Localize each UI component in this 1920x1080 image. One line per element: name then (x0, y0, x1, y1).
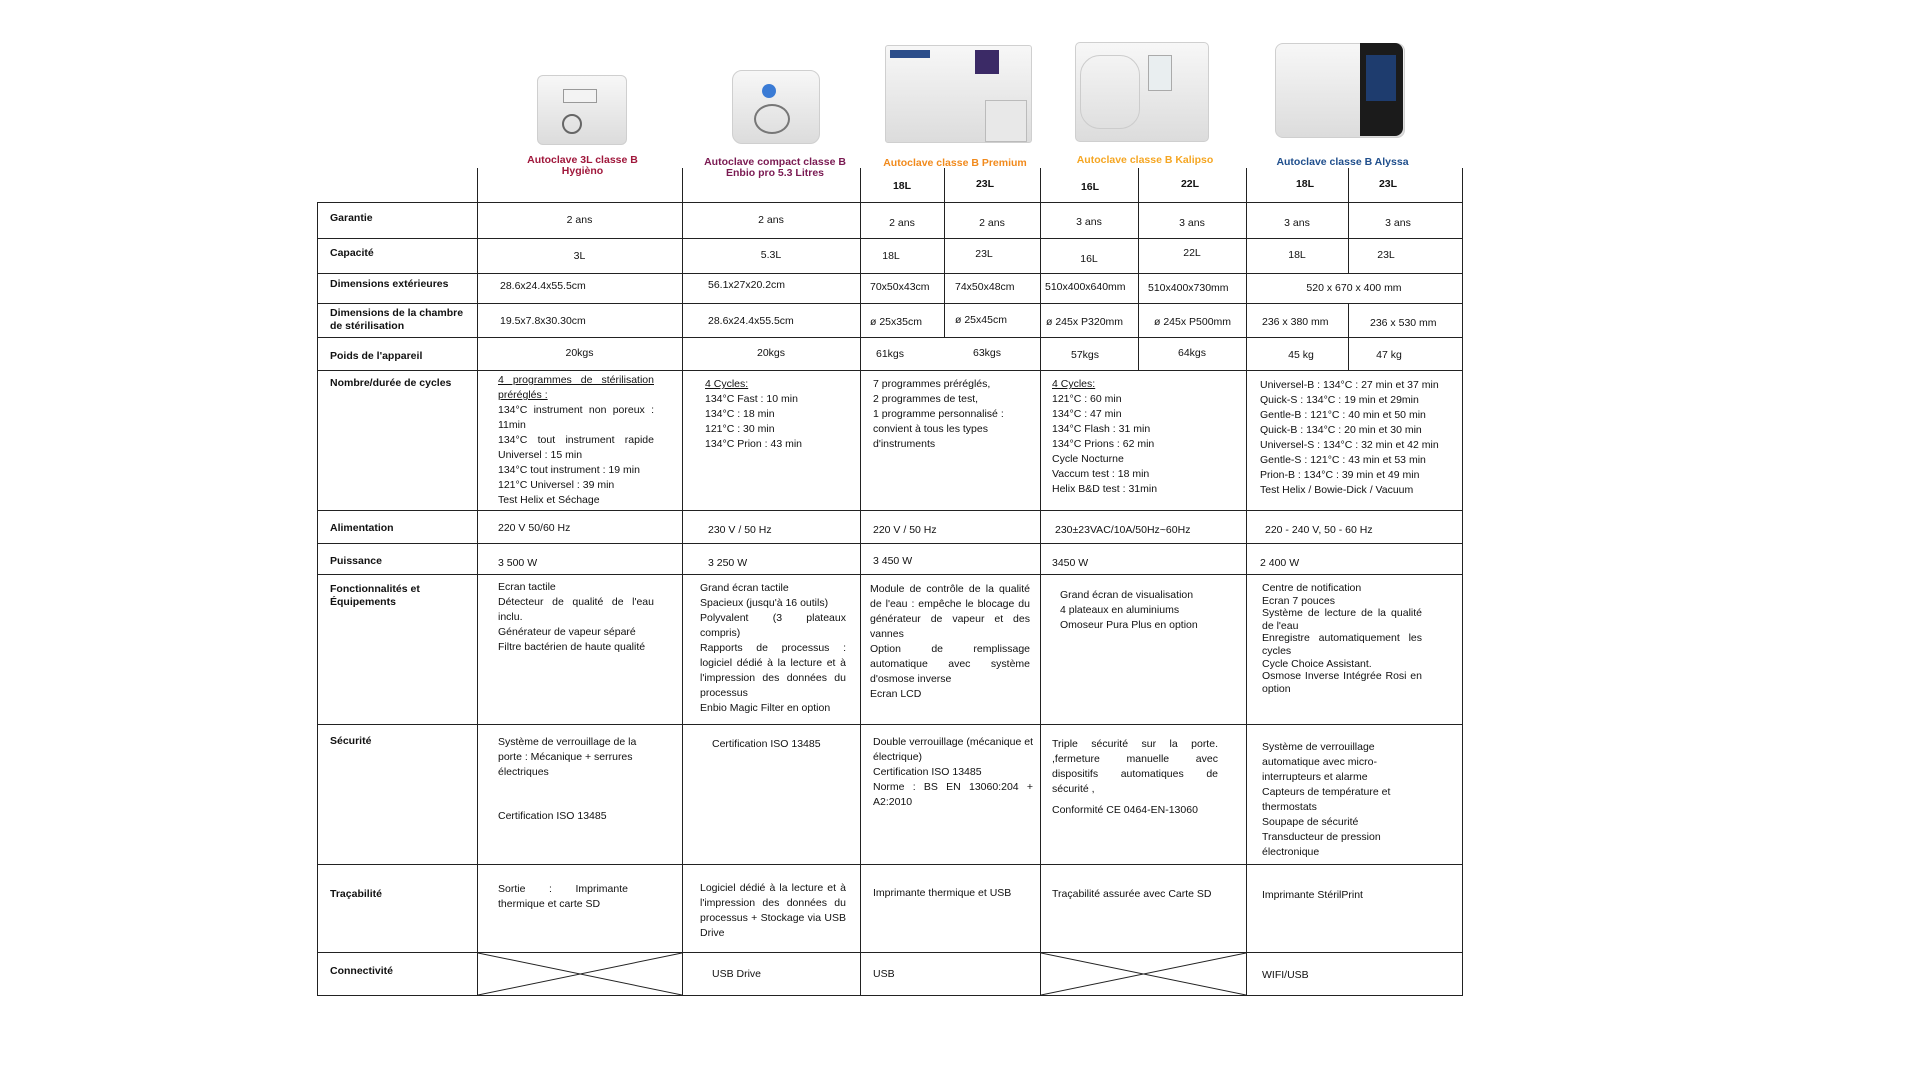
cycles-hygieno: 4 programmes de stérilisation préréglés : 134°C instrument non poreux : 11min 134°C tout instrument rapide Universel : 15 min 134°C tout instrument : 19 min 121°C Universel : 39 min Test Helix et Séchage (498, 374, 654, 506)
dim-chambre-value: 28.6x24.4x55.5cm (708, 315, 794, 327)
grid-line (317, 202, 318, 995)
garantie-value: 3 ans (1179, 217, 1205, 229)
garantie-value: 2 ans (758, 214, 784, 226)
tracabilite-kalipso: Traçabilité assurée avec Carte SD (1052, 888, 1212, 900)
cycles-enbio: 4 Cycles: 134°C Fast : 10 min 134°C : 18 min 121°C : 30 min 134°C Prion : 43 min (705, 378, 802, 450)
capacite-value: 22L (1183, 247, 1201, 259)
puissance-value: 2 400 W (1260, 557, 1300, 569)
grid-line (317, 864, 1463, 865)
securite-enbio: Certification ISO 13485 (712, 738, 821, 750)
grid-line (477, 168, 478, 995)
alim-value: 220 V 50/60 Hz (498, 522, 571, 534)
dim-ext-value: 56.1x27x20.2cm (708, 279, 786, 291)
tracabilite-premium: Imprimante thermique et USB (873, 887, 1012, 899)
size-header: 23L (1378, 178, 1398, 190)
grid-line (317, 724, 1463, 725)
dim-chambre-value: 236 x 530 mm (1370, 317, 1437, 329)
connectivite-hygieno-crossed (478, 953, 682, 995)
row-label-securite: Sécurité (330, 735, 372, 747)
poids-value: 57kgs (1070, 349, 1100, 361)
poids-value: 47 kg (1376, 349, 1402, 361)
fonctions-kalipso: Grand écran de visualisation 4 plateaux en aluminiums Omoseur Pura Plus en option (1060, 589, 1198, 631)
grid-line (317, 574, 1463, 575)
connectivite-value: WIFI/USB (1262, 969, 1309, 981)
dim-chambre-value: ø 245x P500mm (1154, 316, 1232, 328)
grid-line (317, 337, 1463, 338)
capacite-value: 3L (573, 250, 586, 262)
fonctions-hygieno: Ecran tactile Détecteur de qualité de l'eau inclu. Générateur de vapeur séparé Filtre bactérien de haute qualité (498, 581, 654, 653)
row-label-connectivite: Connectivité (330, 965, 394, 977)
cycles-alyssa: Universel-B : 134°C : 27 min et 37 min Quick-S : 134°C : 19 min et 29min Gentle-B : 121°C : 40 min et 50 min Quick-B : 134°C : 20 min et 30 min Universel-S : 134°C : 32 min et 42 min Gentle-S : 121°C : 43 min et 53 min Prion-B : 134°C : 39 min et 49 min Test Helix / Bowie-Dick / Vacuum (1260, 379, 1439, 496)
dim-ext-value: 28.6x24.4x55.5cm (500, 280, 586, 292)
grid-line (317, 370, 1463, 371)
poids-value: 63kgs (972, 347, 1002, 359)
garantie-value: 2 ans (979, 217, 1005, 229)
row-label-dim-ext: Dimensions extérieures (330, 278, 449, 290)
capacite-value: 23L (975, 248, 993, 260)
dim-ext-value: 510x400x640mm (1045, 281, 1126, 293)
grid-line (1138, 168, 1139, 370)
grid-line (860, 168, 861, 995)
connectivite-value: USB (873, 968, 895, 980)
puissance-value: 3 450 W (873, 555, 913, 567)
grid-line (1462, 168, 1463, 995)
alim-value: 230±23VAC/10A/50Hz~60Hz (1055, 524, 1191, 536)
securite-hygieno: Système de verrouillage de la porte : Mécanique + serrures électriques Certification ISO 13485 (498, 736, 637, 822)
grid-line (682, 168, 683, 995)
size-header: 23L (975, 178, 995, 190)
row-label-poids: Poids de l'appareil (330, 350, 423, 362)
grid-line (317, 510, 1463, 511)
row-label-capacite: Capacité (330, 247, 374, 259)
capacite-value: 23L (1377, 249, 1395, 261)
alim-value: 230 V / 50 Hz (708, 524, 772, 536)
fonctions-premium: Module de contrôle de la qualité de l'eau : empêche le blocage du générateur de vapeur et des vannes Option de remplissage automatique avec système d'osmose inverse Ecran LCD (870, 583, 1030, 700)
product-name-hygieno: Autoclave 3L classe B Hygièno (527, 154, 638, 177)
securite-kalipso: Triple sécurité sur la porte. ,fermeture manuelle avec dispositifs automatiques de sécurité , Conformité CE 0464-EN-13060 (1052, 738, 1218, 816)
grid-line (317, 543, 1463, 544)
puissance-value: 3 250 W (708, 557, 748, 569)
tracabilite-hygieno: Sortie : Imprimante thermique et carte SD (498, 883, 628, 910)
tracabilite-enbio: Logiciel dédié à la lecture et à l'impression des données du processus + Stockage via USB Drive (700, 882, 846, 939)
capacite-value: 5.3L (760, 249, 782, 261)
connectivite-value: USB Drive (712, 968, 762, 980)
connectivite-kalipso-crossed (1041, 953, 1246, 995)
dim-chambre-value: ø 25x45cm (955, 314, 1007, 326)
row-label-tracabilite: Traçabilité (330, 888, 382, 900)
dim-ext-value: 74x50x48cm (955, 281, 1015, 293)
row-label-dim-chambre: Dimensions de la chambre de stérilisation (330, 307, 464, 332)
alim-value: 220 - 240 V, 50 - 60 Hz (1265, 524, 1373, 536)
fonctions-enbio: Grand écran tactile Spacieux (jusqu'à 16 outils) Polyvalent (3 plateaux compris) Rapports de processus : logiciel dédié à la lecture et à l'impression des données du processus Enbio Magic Filter en option (700, 582, 846, 714)
dim-chambre-value: ø 245x P320mm (1046, 316, 1124, 328)
dim-ext-value: 520 x 670 x 400 mm (1306, 282, 1402, 294)
cycles-premium: 7 programmes préréglés, 2 programmes de test, 1 programme personnalisé : convient à tous les types d'instruments (873, 378, 1004, 450)
grid-line (1040, 168, 1041, 995)
capacite-value: 18L (1288, 249, 1306, 261)
poids-value: 45 kg (1288, 349, 1314, 361)
fonctions-alyssa: Centre de notification Ecran 7 pouces Système de lecture de la qualité de l'eau Enregistre automatiquement les cycles Cycle Choice Assistant. Osmose Inverse Intégrée Rosi en option (1262, 582, 1422, 695)
row-label-cycles: Nombre/durée de cycles (330, 377, 452, 389)
row-label-puissance: Puissance (330, 555, 382, 567)
alim-value: 220 V / 50 Hz (873, 524, 937, 536)
garantie-value: 3 ans (1076, 216, 1102, 228)
poids-value: 64kgs (1177, 347, 1207, 359)
size-header: 18L (892, 180, 912, 192)
poids-value: 61kgs (875, 348, 905, 360)
dim-ext-value: 70x50x43cm (870, 281, 930, 293)
product-name-alyssa: Autoclave classe B Alyssa (1276, 156, 1409, 168)
dim-ext-value: 510x400x730mm (1148, 282, 1229, 294)
size-header: 16L (1080, 181, 1100, 193)
row-label-garantie: Garantie (330, 212, 373, 224)
capacite-value: 18L (882, 250, 900, 262)
dim-chambre-value: 19.5x7.8x30.30cm (500, 315, 586, 327)
product-name-enbio: Autoclave compact classe B Enbio pro 5.3 Litres (704, 156, 846, 179)
grid-line (317, 995, 1463, 996)
product-name-kalipso: Autoclave classe B Kalipso (1076, 154, 1214, 166)
grid-line (317, 303, 1463, 304)
cycles-kalipso: 4 Cycles: 121°C : 60 min 134°C : 47 min 134°C Flash : 31 min 134°C Prions : 62 min Cycle Nocturne Vaccum test : 18 min Helix B&D test : 31min (1052, 378, 1158, 495)
puissance-value: 3 500 W (498, 557, 538, 569)
garantie-value: 2 ans (566, 214, 593, 226)
capacite-value: 16L (1080, 253, 1098, 265)
size-header: 18L (1295, 178, 1315, 190)
poids-value: 20kgs (565, 347, 594, 359)
size-header: 22L (1180, 178, 1200, 190)
tracabilite-alyssa: Imprimante StérilPrint (1262, 889, 1363, 901)
row-label-fonctions: Fonctionnalités et Équipements (330, 583, 420, 608)
product-name-premium: Autoclave classe B Premium (883, 157, 1027, 169)
garantie-value: 3 ans (1385, 217, 1411, 229)
securite-premium: Double verrouillage (mécanique et électrique) Certification ISO 13485 Norme : BS EN 13060:204 + A2:2010 (873, 736, 1033, 808)
poids-value: 20kgs (756, 347, 786, 359)
grid-line (317, 202, 1463, 203)
grid-line (317, 238, 1463, 239)
grid-line (317, 273, 1463, 274)
garantie-value: 3 ans (1284, 217, 1310, 229)
puissance-value: 3450 W (1052, 557, 1089, 569)
dim-chambre-value: 236 x 380 mm (1262, 316, 1329, 328)
row-label-alim: Alimentation (330, 522, 394, 534)
securite-alyssa: Système de verrouillage automatique avec micro-interrupteurs et alarme Capteurs de température et thermostats Soupape de sécurité Transducteur de pression électronique (1262, 741, 1391, 858)
dim-chambre-value: ø 25x35cm (870, 316, 922, 328)
garantie-value: 2 ans (889, 217, 915, 229)
